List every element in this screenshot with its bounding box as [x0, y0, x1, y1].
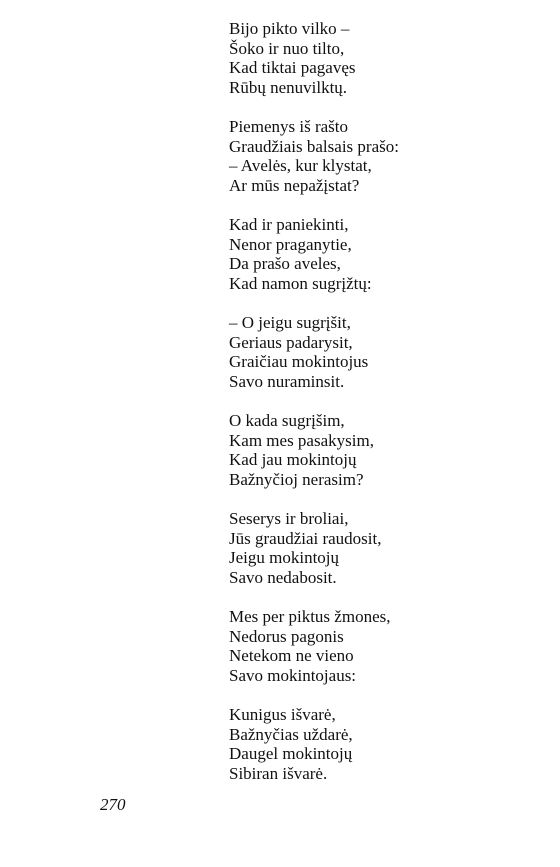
verse-line: Seserys ir broliai, [229, 509, 349, 528]
stanza-1 [229, 19, 549, 97]
verse-line: Geriaus padarysit, [229, 332, 353, 352]
verse-line: Kad tiktai pagavęs [229, 58, 356, 77]
verse-line: – O jeigu sugrįšit, [229, 313, 351, 332]
stanza-6 [229, 509, 549, 587]
verse-line: Kad namon sugrįžtų: [229, 273, 372, 293]
verse-line: Bažnyčioj nerasim? [229, 469, 364, 489]
verse-line: Šoko ir nuo tilto, [229, 38, 345, 58]
stanza-4 [229, 313, 549, 391]
verse-line: Kad ir paniekinti, [229, 215, 349, 234]
verse-line: Netekom ne vieno [229, 646, 354, 665]
verse-line: Nedorus pagonis [229, 626, 344, 646]
verse-line: Da prašo aveles, [229, 254, 341, 273]
verse-line: Jeigu mokintojų [229, 548, 340, 567]
verse-line: Nenor praganytie, [229, 234, 352, 254]
verse-line: O kada sugrįšim, [229, 411, 345, 430]
verse-line: Bijo pikto vilko – [229, 19, 350, 38]
verse-line: Ar mūs nepažįstat? [229, 175, 360, 195]
verse-line: Sibiran išvarė. [229, 763, 328, 783]
stanza-5 [229, 411, 549, 489]
verse-line: Graičiau mokintojus [229, 352, 369, 371]
verse-line: Kunigus išvarė, [229, 705, 336, 724]
stanza-3 [229, 215, 549, 293]
verse-line: Kam mes pasakysim, [229, 430, 374, 450]
verse-line: Savo mokintojaus: [229, 665, 357, 685]
verse-line: Rūbų nenuvilktų. [229, 77, 348, 97]
verse-line: Kad jau mokintojų [229, 450, 357, 469]
verse-line: Bažnyčias uždarė, [229, 724, 353, 744]
stanza-7 [229, 607, 549, 685]
verse-line: Savo nedabosit. [229, 567, 337, 587]
verse-line: Jūs graudžiai raudosit, [229, 528, 382, 548]
page-number: 270 [100, 795, 126, 814]
poem [229, 19, 549, 803]
verse-line: Daugel mokintojų [229, 744, 353, 763]
verse-line: Graudžiais balsais prašo: [229, 136, 399, 156]
stanza-2 [229, 117, 549, 195]
verse-line: Mes per piktus žmones, [229, 607, 391, 626]
verse-line: Savo nuraminsit. [229, 371, 345, 391]
verse-line: Piemenys iš rašto [229, 117, 348, 136]
verse-line: – Avelės, kur klystat, [229, 156, 372, 175]
stanza-8 [229, 705, 549, 783]
